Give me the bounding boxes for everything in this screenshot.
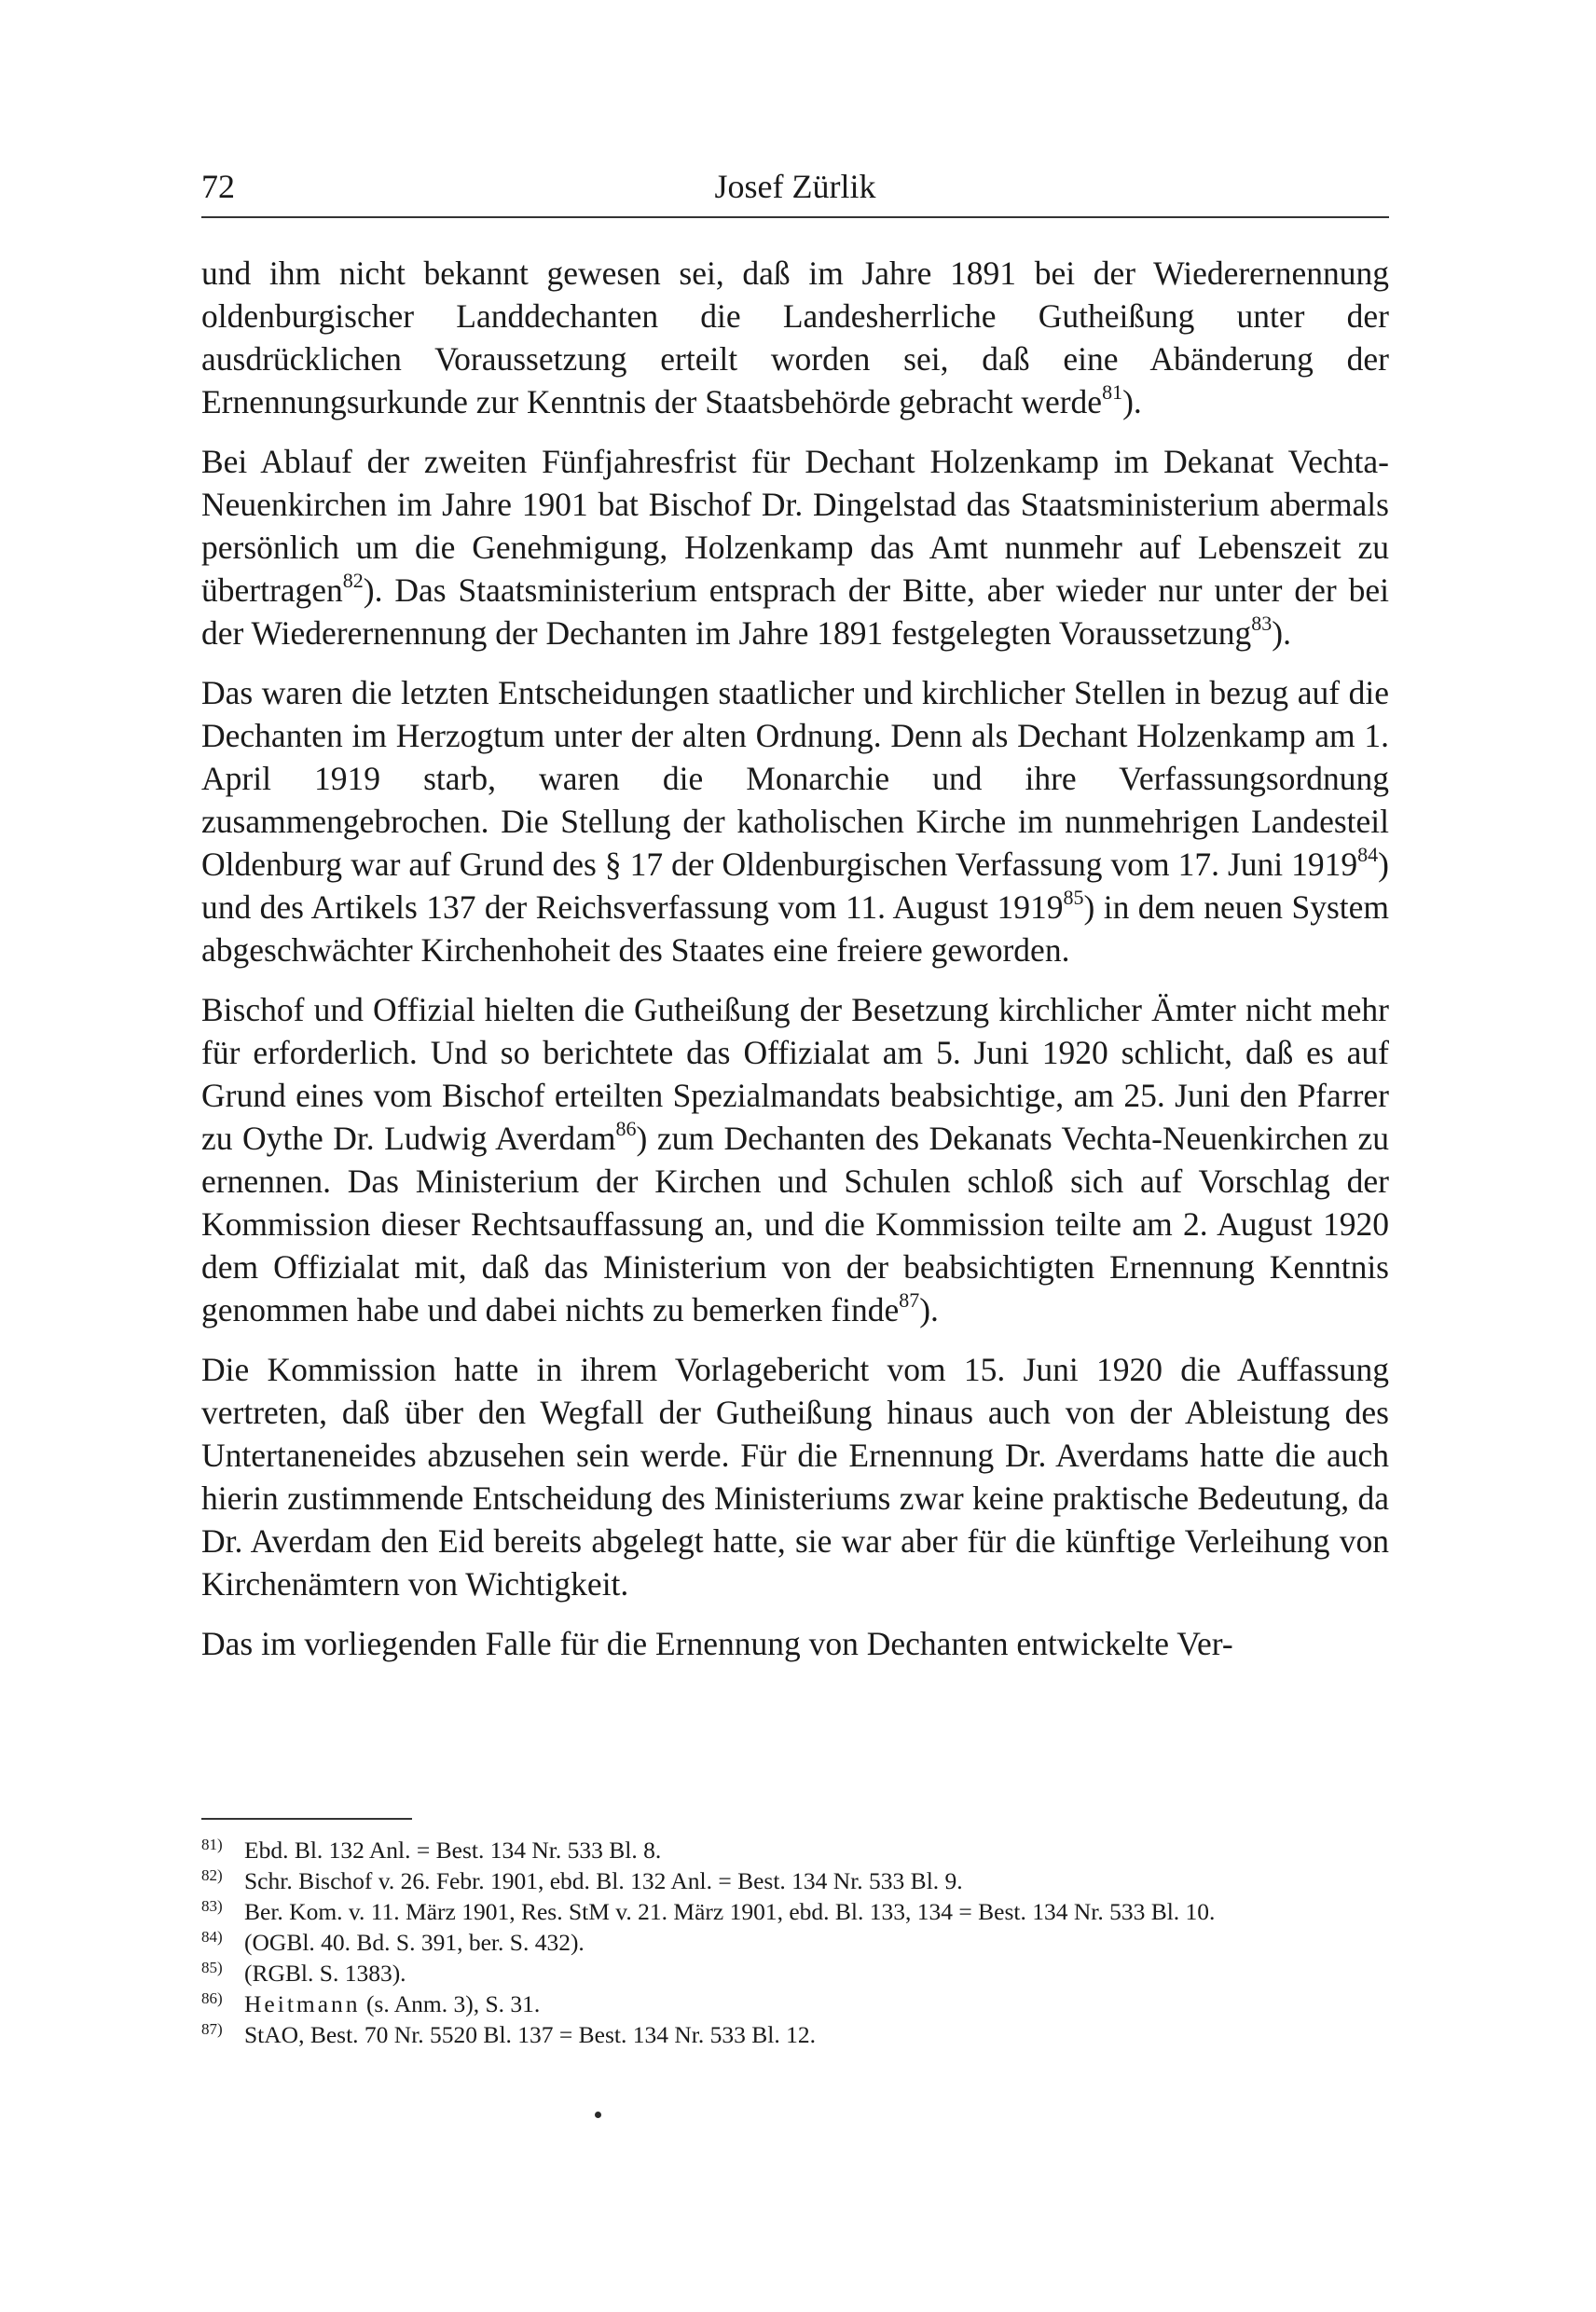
printer-mark bbox=[595, 2112, 601, 2118]
text-run: Das im vorliegenden Falle für die Ernennung von Dechanten entwickelte Ver- bbox=[201, 1625, 1233, 1662]
footnotes bbox=[201, 1835, 1389, 2050]
footnote-text bbox=[244, 1927, 1389, 1958]
footnote-text bbox=[244, 1958, 1389, 1989]
paragraph bbox=[201, 440, 1389, 654]
text-run: (OGBl. 40. Bd. S. 391, ber. S. 432). bbox=[244, 1929, 585, 1956]
text-run: ). bbox=[1122, 383, 1142, 420]
footnote-number: 81) bbox=[201, 1836, 223, 1853]
text-run: StAO, Best. 70 Nr. 5520 Bl. 137 = Best. 134 Nr. 533 Bl. 12. bbox=[244, 2021, 816, 2048]
footnote-number: 82) bbox=[201, 1866, 223, 1884]
page-header bbox=[201, 166, 1389, 218]
footnote-reference: 83 bbox=[1251, 612, 1273, 636]
text-run: ). bbox=[1272, 614, 1291, 652]
paragraph bbox=[201, 988, 1389, 1331]
footnote-item bbox=[201, 1927, 1389, 1958]
footnote-text bbox=[244, 1865, 1389, 1896]
text-run: (s. Anm. 3), S. 31. bbox=[360, 1990, 541, 2017]
footnote-number: 86) bbox=[201, 1989, 223, 2007]
footnote-text bbox=[244, 2019, 1389, 2050]
body-text bbox=[201, 252, 1389, 1682]
text-run: ) zum Dechanten des Dekanats Vechta-Neuenkirchen zu ernennen. Das Ministerium der Kirchen und Schulen schloß sich auf Vorschlag der Kommission dieser Rechtsauffassung an, und die Kommission teilte am 2. August 1920 dem Offizialat mit, daß das Ministerium von der beabsichtigten Ernennung Kenntnis genommen habe und dabei nichts zu bemerken finde bbox=[201, 1120, 1389, 1328]
footnote-item bbox=[201, 2019, 1389, 2050]
footnote-number: 83) bbox=[201, 1897, 223, 1915]
footnote-text bbox=[244, 1896, 1389, 1927]
text-run: ). Das Staatsministerium entsprach der Bitte, aber wieder nur unter der bei der Wiederernennung der Dechanten im Jahre 1891 festgelegten Voraussetzung bbox=[201, 571, 1389, 652]
text-run: ) und des Artikels 137 der Reichsverfassung vom 11. August 1919 bbox=[201, 846, 1389, 926]
text-run: Ebd. Bl. 132 Anl. = Best. 134 Nr. 533 Bl. 8. bbox=[244, 1837, 662, 1864]
footnote-reference: 87 bbox=[899, 1288, 920, 1313]
footnote-item bbox=[201, 1835, 1389, 1865]
footnote-text bbox=[244, 1989, 1389, 2019]
author-name: Heitmann bbox=[244, 1990, 361, 2017]
footnote-divider bbox=[201, 1818, 412, 1820]
text-run: ) in dem neuen System abgeschwächter Kirchenhoheit des Staates eine freiere geworden. bbox=[201, 888, 1390, 969]
footnote-number: 87) bbox=[201, 2020, 223, 2038]
text-run: Ber. Kom. v. 11. März 1901, Res. StM v. 21. März 1901, ebd. Bl. 133, 134 = Best. 134 Nr. 533 Bl. 10. bbox=[244, 1898, 1216, 1925]
footnote-reference: 84 bbox=[1357, 843, 1379, 867]
footnote-reference: 85 bbox=[1063, 886, 1084, 910]
text-run: Bei Ablauf der zweiten Fünfjahresfrist für Dechant Holzenkamp im Dekanat Vechta-Neuenkirchen im Jahre 1901 bat Bischof Dr. Dingelstad das Staatsministerium abermals persönlich um die Genehmigung, Holzenkamp das Amt nunmehr auf Lebenszeit zu übertragen bbox=[201, 443, 1389, 609]
text-run: und ihm nicht bekannt gewesen sei, daß im Jahre 1891 bei der Wiederernennung oldenburgischer Landdechanten die Landesherrliche Gutheißung unter der ausdrücklichen Voraussetzung erteilt worden sei, daß eine Abänderung der Ernennungsurkunde zur Kenntnis der Staatsbehörde gebracht werde bbox=[201, 255, 1389, 420]
footnote-item bbox=[201, 1989, 1389, 2019]
footnote-item bbox=[201, 1896, 1389, 1927]
footnote-number: 84) bbox=[201, 1928, 223, 1946]
footnote-text bbox=[244, 1835, 1389, 1865]
footnote-number: 85) bbox=[201, 1959, 223, 1976]
footnote-item bbox=[201, 1958, 1389, 1989]
footnote-item bbox=[201, 1865, 1389, 1896]
text-run: Das waren die letzten Entscheidungen staatlicher und kirchlicher Stellen in bezug auf die Dechanten im Herzogtum unter der alten Ordnung. Denn als Dechant Holzenkamp am 1. April 1919 starb, waren die Monarchie und ihre Verfassungsordnung zusammengebrochen. Die Stellung der katholischen Kirche im nunmehrigen Landesteil Oldenburg war auf Grund des § 17 der Oldenburgischen Verfassung vom 17. Juni 1919 bbox=[201, 674, 1389, 883]
running-head: Josef Zürlik bbox=[714, 168, 876, 205]
text-run: Die Kommission hatte in ihrem Vorlagebericht vom 15. Juni 1920 die Auffassung vertreten, daß über den Wegfall der Gutheißung hinaus auch von der Ableistung des Untertaneneides abzusehen sein werde. Für die Ernennung Dr. Averdams hatte die auch hierin zustimmende Entscheidung des Ministeriums zwar keine praktische Bedeutung, da Dr. Averdam den Eid bereits abgelegt hatte, sie war aber für die künftige Verleihung von Kirchenämtern von Wichtigkeit. bbox=[201, 1351, 1389, 1603]
paragraph bbox=[201, 1348, 1389, 1605]
paragraph bbox=[201, 671, 1389, 971]
paragraph bbox=[201, 1622, 1389, 1665]
footnote-reference: 81 bbox=[1102, 380, 1123, 405]
text-run: (RGBl. S. 1383). bbox=[244, 1960, 406, 1987]
footnote-reference: 86 bbox=[615, 1117, 637, 1141]
text-run: Bischof und Offizial hielten die Gutheißung der Besetzung kirchlicher Ämter nicht mehr für erforderlich. Und so berichtete das Offizialat am 5. Juni 1920 schlicht, daß es auf Grund eines vom Bischof erteilten Spezialmandats beabsichtige, am 25. Juni den Pfarrer zu Oythe Dr. Ludwig Averdam bbox=[201, 991, 1389, 1157]
text-run: Schr. Bischof v. 26. Febr. 1901, ebd. Bl. 132 Anl. = Best. 134 Nr. 533 Bl. 9. bbox=[244, 1867, 963, 1894]
paragraph bbox=[201, 252, 1389, 423]
page-number: 72 bbox=[201, 168, 235, 205]
text-run: ). bbox=[919, 1291, 939, 1328]
footnote-reference: 82 bbox=[342, 569, 364, 593]
